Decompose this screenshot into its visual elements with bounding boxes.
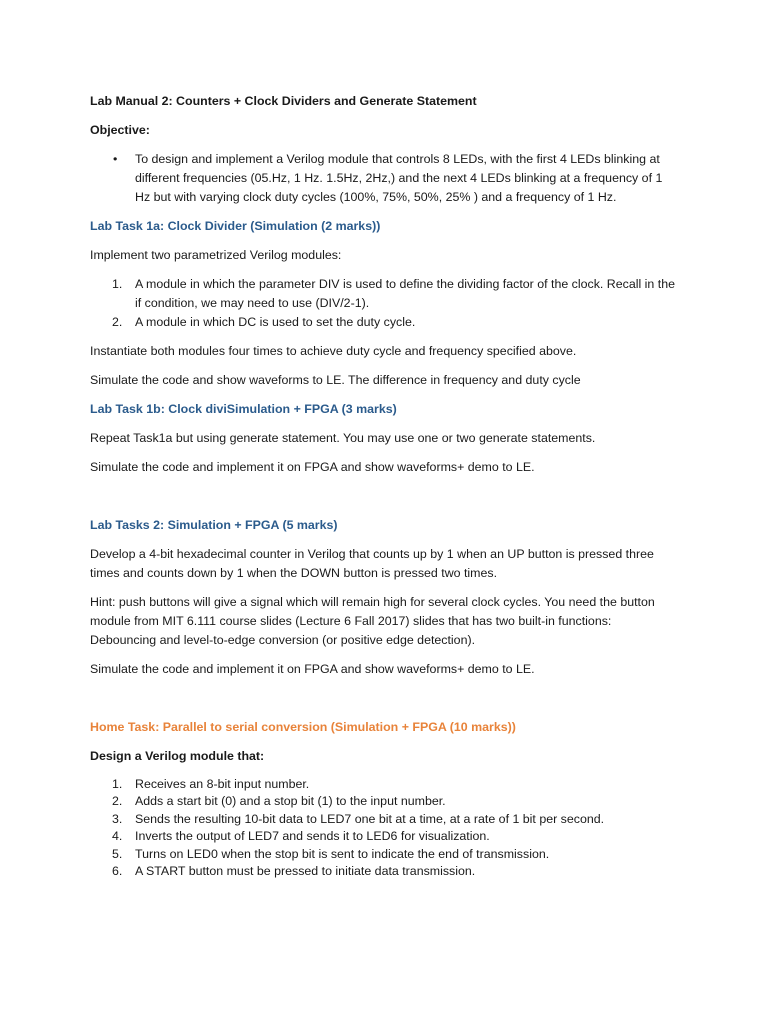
document-page bbox=[90, 92, 680, 880]
list-number: 5. bbox=[112, 846, 123, 861]
list-number: 4. bbox=[112, 829, 123, 844]
document-title: Lab Manual 2: Counters + Clock Dividers and Generate Statement bbox=[90, 94, 477, 108]
list-item-text: Adds a start bit (0) and a stop bit (1) to the input number. bbox=[135, 794, 446, 809]
home-task-list bbox=[90, 776, 680, 880]
list-item-text: A START button must be pressed to initiate data transmission. bbox=[135, 864, 476, 879]
list-number: 1. bbox=[112, 277, 123, 291]
list-item bbox=[90, 313, 680, 332]
list-item bbox=[90, 793, 680, 810]
task1b-paragraph-1: Repeat Task1a but using generate statement. You may use one or two generate statements. bbox=[90, 431, 596, 445]
task1a-paragraph-2: Simulate the code and show waveforms to LE. The difference in frequency and duty cycle bbox=[90, 373, 581, 387]
task1b-heading: Lab Task 1b: Clock diviSimulation + FPGA (3 marks) bbox=[90, 402, 397, 416]
objective-bullet bbox=[90, 150, 680, 207]
list-item bbox=[90, 828, 680, 845]
list-item bbox=[90, 811, 680, 828]
bullet-glyph: • bbox=[113, 152, 118, 166]
task2-paragraph-1: Develop a 4-bit hexadecimal counter in Verilog that counts up by 1 when an UP button is pressed three times and counts down by 1 when the DOWN button is pressed two times. bbox=[90, 547, 654, 580]
home-task-intro: Design a Verilog module that: bbox=[90, 749, 265, 763]
task2-heading: Lab Tasks 2: Simulation + FPGA (5 marks) bbox=[90, 518, 338, 532]
list-number: 1. bbox=[112, 777, 123, 791]
list-item bbox=[90, 846, 680, 863]
list-number: 6. bbox=[112, 864, 123, 879]
list-item bbox=[90, 275, 680, 313]
list-item-text: Inverts the output of LED7 and sends it to LED6 for visualization. bbox=[135, 829, 490, 844]
task1a-heading: Lab Task 1a: Clock Divider (Simulation (2 marks)) bbox=[90, 219, 381, 233]
list-item bbox=[90, 863, 680, 880]
list-number: 2. bbox=[112, 794, 123, 809]
objective-heading: Objective: bbox=[90, 123, 150, 137]
task1b-paragraph-2: Simulate the code and implement it on FPGA and show waveforms+ demo to LE. bbox=[90, 460, 535, 474]
task1a-paragraph-1: Instantiate both modules four times to achieve duty cycle and frequency specified above. bbox=[90, 344, 577, 358]
list-item-text: A module in which the parameter DIV is used to define the dividing factor of the clock. Recall in the if condition, we may need to use (DIV/2-1). bbox=[135, 277, 675, 310]
task1a-list bbox=[90, 275, 680, 332]
list-number: 2. bbox=[112, 315, 123, 329]
list-item-text: Receives an 8-bit input number. bbox=[135, 777, 310, 791]
task2-paragraph-3: Simulate the code and implement it on FPGA and show waveforms+ demo to LE. bbox=[90, 662, 535, 676]
list-item-text: Sends the resulting 10-bit data to LED7 one bit at a time, at a rate of 1 bit per second. bbox=[135, 811, 605, 826]
task2-paragraph-2: Hint: push buttons will give a signal which will remain high for several clock cycles. You need the button module from MIT 6.111 course slides (Lecture 6 Fall 2017) slides that has two built-in functions: Debouncing and level-to-edge conversion (or positive edge detection). bbox=[90, 595, 655, 647]
list-item bbox=[90, 776, 680, 793]
list-item-text: A module in which DC is used to set the duty cycle. bbox=[135, 315, 416, 329]
objective-list bbox=[90, 150, 680, 207]
list-number: 3. bbox=[112, 811, 123, 826]
objective-bullet-text: To design and implement a Verilog module that controls 8 LEDs, with the first 4 LEDs blinking at different frequencies (05.Hz, 1 Hz. 1.5Hz, 2Hz,) and the next 4 LEDs blinking at a frequency of 1 Hz but with varying clock duty cycles (100%, 75%, 50%, 25% ) and a frequency of 1 Hz. bbox=[135, 152, 663, 204]
list-item-text: Turns on LED0 when the stop bit is sent to indicate the end of transmission. bbox=[135, 846, 550, 861]
home-task-heading: Home Task: Parallel to serial conversion (Simulation + FPGA (10 marks)) bbox=[90, 720, 516, 734]
task1a-intro: Implement two parametrized Verilog modules: bbox=[90, 248, 342, 262]
